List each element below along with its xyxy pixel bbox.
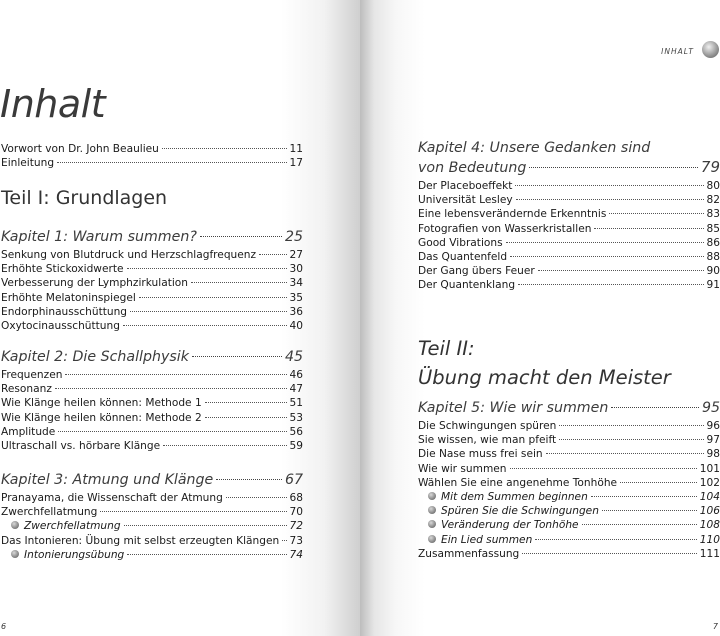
- entry-title: Fotografien von Wasserkristallen: [418, 222, 592, 235]
- leader-dots: [130, 311, 286, 312]
- entry-page: 110: [699, 533, 720, 546]
- leader-dots: [139, 297, 287, 298]
- toc-entry: [418, 207, 720, 221]
- entry-page: 90: [706, 265, 720, 278]
- leader-dots: [124, 525, 287, 526]
- leader-dots: [163, 445, 286, 446]
- entry-page: 46: [289, 369, 303, 381]
- entry-title: Senkung von Blutdruck und Herzschlagfrequenz: [1, 249, 257, 261]
- leader-dots: [127, 268, 287, 269]
- part-two-title: [418, 334, 671, 392]
- entry-title: Spüren Sie die Schwingungen: [441, 505, 599, 518]
- entry-title: Zusammenfassung: [418, 547, 520, 560]
- toc-entry: [418, 462, 720, 476]
- leader-dots: [58, 431, 286, 432]
- entry-title: Veränderung der Tonhöhe: [441, 519, 579, 532]
- toc-entry: [1, 534, 303, 548]
- entry-page: 104: [699, 490, 720, 503]
- chapter-3: [1, 472, 303, 562]
- entry-page: 68: [289, 492, 303, 504]
- leader-dots: [591, 496, 697, 497]
- entry-title: Vorwort von Dr. John Beaulieu: [1, 143, 159, 155]
- entry-page: 53: [289, 411, 303, 424]
- chapter-heading: [1, 472, 303, 488]
- entry-page: 35: [289, 291, 303, 304]
- bullet-icon: [428, 535, 436, 543]
- entry-title: Erhöhte Melatoninspiegel: [1, 291, 136, 304]
- entry-page: 47: [289, 383, 303, 396]
- entry-title: Wie Klänge heilen können: Methode 2: [1, 411, 202, 424]
- bullet-icon: [428, 492, 436, 500]
- bullet-icon: [428, 520, 436, 528]
- contents-title: Inhalt: [0, 82, 106, 126]
- chapter-heading: [418, 158, 720, 178]
- entry-title: Mit dem Summen beginnen: [441, 490, 588, 503]
- toc-entry: [1, 291, 303, 305]
- leader-dots: [546, 453, 704, 454]
- entry-page: 88: [706, 250, 720, 263]
- chapter-1: [1, 229, 303, 333]
- entry-title: Der Gang übers Feuer: [418, 265, 535, 278]
- entry-title: Wie Klänge heilen können: Methode 1: [1, 397, 202, 410]
- leader-dots: [65, 374, 286, 375]
- leader-dots: [200, 236, 282, 237]
- entry-page: 30: [289, 263, 303, 276]
- leader-dots: [516, 199, 704, 200]
- toc-entry: [418, 264, 720, 278]
- entry-title: Sie wissen, wie man pfeift: [418, 434, 557, 447]
- right-page: [360, 0, 720, 636]
- entry-page: 102: [699, 476, 720, 489]
- leader-dots: [162, 148, 287, 149]
- entry-page: 96: [706, 420, 720, 432]
- toc-subentry: [1, 548, 303, 562]
- entry-title: Good Vibrations: [418, 236, 503, 249]
- entry-page: 91: [706, 279, 720, 292]
- entry-title: Das Intonieren: Übung mit selbst erzeugten Klängen: [1, 534, 280, 547]
- leader-dots: [123, 325, 287, 326]
- toc-entry: [418, 476, 720, 490]
- part-two-line-2: Übung macht den Meister: [418, 366, 671, 389]
- leader-dots: [259, 254, 286, 255]
- entry-page: 101: [699, 462, 720, 475]
- page-number-right: 7: [712, 622, 718, 631]
- chapter-title: Kapitel 3: Atmung und Klänge: [1, 472, 214, 488]
- entry-title: Die Nase muss frei sein: [418, 448, 543, 461]
- entry-page: 17: [289, 157, 303, 170]
- toc-entry: [1, 276, 303, 290]
- chapter-page: 67: [284, 472, 303, 488]
- chapter-heading: [1, 229, 303, 245]
- chapter-page: 25: [284, 229, 303, 245]
- chapter-title: Kapitel 5: Wie wir summen: [418, 400, 609, 416]
- entry-page: 36: [289, 305, 303, 318]
- toc-entry: [418, 447, 720, 461]
- entry-page: 70: [289, 506, 303, 519]
- toc-entry: [1, 396, 303, 410]
- entry-title: Endorphinausschüttung: [1, 305, 128, 318]
- toc-entry: [1, 156, 303, 170]
- leader-dots: [602, 510, 697, 511]
- leader-dots: [538, 270, 704, 271]
- part-two-line-1: Teil II:: [418, 337, 475, 360]
- chapter-2: [1, 349, 303, 453]
- toc-entry: [1, 248, 303, 262]
- entry-page: 97: [706, 434, 720, 447]
- toc-entry: [1, 491, 303, 505]
- leader-dots: [205, 417, 287, 418]
- entry-title: Die Schwingungen spüren: [418, 420, 557, 432]
- entry-page: 74: [289, 548, 303, 561]
- leader-dots: [57, 162, 286, 163]
- toc-subentry: [418, 504, 720, 518]
- entry-page: 59: [289, 439, 303, 452]
- toc-entry: [418, 250, 720, 264]
- entry-title: Pranayama, die Wissenschaft der Atmung: [1, 492, 223, 504]
- chapter-title: Kapitel 2: Die Schallphysik: [1, 349, 189, 365]
- entry-title: Der Placeboeffekt: [418, 180, 513, 192]
- entry-page: 86: [706, 236, 720, 249]
- leader-dots: [594, 228, 703, 229]
- chapter-title-line-2: von Bedeutung: [418, 160, 527, 176]
- chapter-4-entries: [418, 179, 720, 293]
- entry-page: 34: [289, 277, 303, 290]
- toc-subentry: [1, 519, 303, 533]
- toc-subentry: [418, 533, 720, 547]
- toc-entry: [1, 142, 303, 156]
- page-number-left: 6: [1, 622, 7, 631]
- entry-title: Ultraschall vs. hörbare Klänge: [1, 439, 161, 452]
- toc-subentry: [418, 490, 720, 504]
- leader-dots: [611, 407, 699, 408]
- leader-dots: [510, 256, 703, 257]
- leader-dots: [620, 482, 697, 483]
- entry-page: 106: [699, 505, 720, 518]
- entry-page: 56: [289, 425, 303, 438]
- entry-title: Zwerchfellatmung: [24, 520, 121, 533]
- entry-title: Wie wir summen: [418, 462, 507, 475]
- toc-subentry: [418, 518, 720, 532]
- leader-dots: [216, 479, 282, 480]
- entry-title: Amplitude: [1, 425, 56, 438]
- leader-dots: [609, 213, 703, 214]
- running-head: INHALT: [661, 47, 694, 56]
- entry-page: 11: [289, 143, 303, 155]
- entry-page: 40: [289, 319, 303, 332]
- toc-entry: [418, 547, 720, 561]
- toc-entry: [1, 262, 303, 276]
- toc-entry: [1, 411, 303, 425]
- entry-page: 51: [289, 397, 303, 410]
- entry-page: 85: [706, 222, 720, 235]
- leader-dots: [510, 468, 697, 469]
- chapter-title: Kapitel 1: Warum summen?: [1, 229, 197, 245]
- entry-title: Wählen Sie eine angenehme Tonhöhe: [418, 476, 618, 489]
- leader-dots: [100, 511, 286, 512]
- leader-dots: [191, 282, 287, 283]
- toc-entry: [1, 382, 303, 396]
- bullet-icon: [11, 550, 19, 558]
- toc-entry: [418, 236, 720, 250]
- entry-title: Intonierungsübung: [24, 548, 125, 561]
- intro-block: [1, 142, 303, 170]
- leader-dots: [529, 167, 698, 168]
- leader-dots: [559, 425, 703, 426]
- entry-page: 111: [699, 547, 720, 560]
- entry-page: 27: [289, 249, 303, 261]
- entry-title: Universität Lesley: [418, 194, 513, 207]
- leader-dots: [582, 524, 697, 525]
- leader-dots: [127, 554, 286, 555]
- chapter-heading: [418, 400, 720, 416]
- entry-page: 98: [706, 448, 720, 461]
- chapter-heading: [1, 349, 303, 365]
- leader-dots: [535, 539, 696, 540]
- leader-dots: [559, 439, 703, 440]
- entry-title: Der Quantenklang: [418, 279, 516, 292]
- leader-dots: [55, 388, 287, 389]
- bullet-icon: [11, 521, 19, 529]
- toc-entry: [418, 222, 720, 236]
- chapter-4: [418, 139, 720, 178]
- leader-dots: [506, 242, 704, 243]
- leader-dots: [226, 497, 287, 498]
- entry-title: Oxytocinausschüttung: [1, 319, 120, 332]
- entry-page: 72: [289, 520, 303, 533]
- entry-title: Erhöhte Stickoxidwerte: [1, 263, 124, 276]
- chapter-page: 79: [700, 158, 720, 176]
- leader-dots: [282, 540, 286, 541]
- toc-entry: [418, 179, 720, 193]
- toc-entry: [1, 505, 303, 519]
- leader-dots: [522, 553, 696, 554]
- toc-entry: [418, 278, 720, 292]
- chapter-title-line-1: Kapitel 4: Unsere Gedanken sind: [418, 140, 651, 156]
- entry-title: Eine lebensverändernde Erkenntnis: [418, 208, 607, 221]
- leader-dots: [518, 284, 703, 285]
- toc-entry: [1, 319, 303, 333]
- chapter-5: [418, 400, 720, 561]
- toc-entry: [1, 305, 303, 319]
- entry-page: 108: [699, 519, 720, 532]
- part-one-title: Teil I: Grundlagen: [1, 187, 168, 209]
- entry-title: Das Quantenfeld: [418, 250, 508, 263]
- entry-title: Ein Lied summen: [441, 533, 533, 546]
- toc-entry: [1, 368, 303, 382]
- entry-title: Frequenzen: [1, 369, 63, 381]
- entry-title: Einleitung: [1, 157, 55, 170]
- entry-title: Verbesserung der Lymphzirkulation: [1, 277, 189, 290]
- entry-page: 80: [706, 180, 720, 192]
- chapter-page: 95: [701, 400, 720, 416]
- bullet-icon: [428, 506, 436, 514]
- entry-page: 82: [706, 194, 720, 207]
- toc-entry: [1, 439, 303, 453]
- entry-page: 83: [706, 208, 720, 221]
- toc-entry: [418, 193, 720, 207]
- leader-dots: [515, 185, 703, 186]
- toc-entry: [418, 433, 720, 447]
- entry-title: Zwerchfellatmung: [1, 506, 98, 519]
- entry-title: Resonanz: [1, 383, 52, 396]
- chapter-page: 45: [284, 349, 303, 365]
- entry-page: 73: [289, 534, 303, 547]
- running-head-bullet-icon: [702, 41, 719, 58]
- toc-entry: [418, 419, 720, 433]
- toc-entry: [1, 425, 303, 439]
- leader-dots: [192, 356, 282, 357]
- leader-dots: [205, 402, 287, 403]
